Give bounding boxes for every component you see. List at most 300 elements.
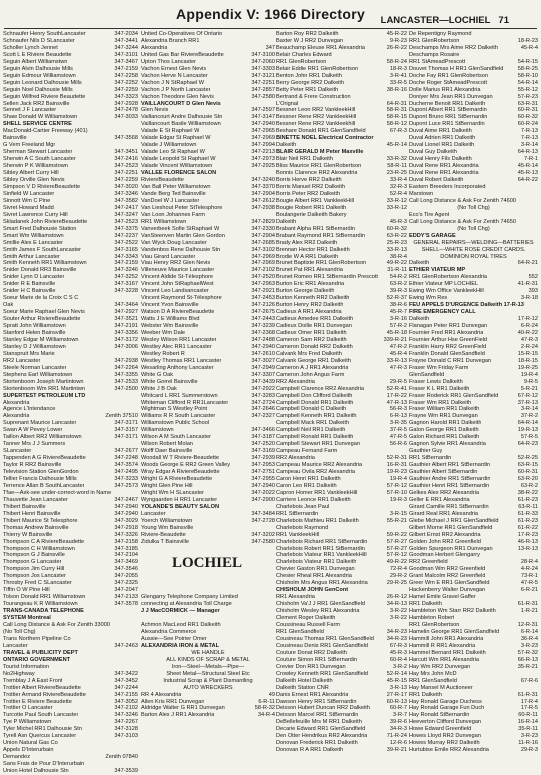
listing-phone: 347-3469 xyxy=(114,559,138,566)
listing-name: Soeur Marie Raphael Glen Nevis xyxy=(3,309,85,316)
listing-name: Campbell Stewart RR1 Dunvegan xyxy=(276,441,360,448)
directory-entry xyxy=(276,719,407,726)
listing-name: RR1 GlenSandfield xyxy=(409,677,457,684)
directory-entry xyxy=(141,448,275,455)
directory-entry xyxy=(276,678,407,685)
listing-name: Burton Kenneth RR2 Dalkeith xyxy=(276,295,350,302)
listing-name: Snider Lynn D Lancaster xyxy=(3,274,65,281)
listing-name: Duval Robert Dalkeith xyxy=(409,177,464,184)
listing-name: Smith Arthur Lancaster xyxy=(3,253,60,260)
listing-name: Franklin Donald GlenSandfield xyxy=(409,350,485,357)
listing-name: Trottier Armand RiviereBeaudette xyxy=(3,691,86,698)
listing-phone: 347-2453 xyxy=(251,295,275,302)
directory-entry xyxy=(276,205,407,212)
listing-phone: 27-R-17 xyxy=(386,691,407,698)
listing-name: Stortenboom Joseph Martintown xyxy=(3,378,84,385)
listing-name: Scholler Lynch Jennet xyxy=(3,44,58,51)
listing-phone: 26-R-22 xyxy=(386,44,407,51)
listing-phone: 3-R-23 xyxy=(520,733,538,740)
listing-name: Thompson C H Williamstown xyxy=(3,545,75,552)
listing-phone: 67-R-12 xyxy=(517,392,538,399)
directory-entry xyxy=(276,483,407,490)
directory-entry xyxy=(409,504,538,511)
listing-phone: 347-3326 xyxy=(114,531,138,538)
listing-name: Hamel Emile Gravel Gaffer xyxy=(409,594,476,601)
listing-name: Thauvette Jean Lancaster xyxy=(3,496,68,503)
listing-name: Howes Lloyd RR2 Dunvegan xyxy=(409,733,481,740)
listing-name: Cousineau Denis RR1 GlenSandfield xyxy=(276,642,369,649)
listing-name: Bessner Rene RR2 Vankleekhill xyxy=(276,121,356,128)
listing-phone: 347-3451 xyxy=(114,149,138,156)
listing-name: Fraser K L RR1 Dalkeith xyxy=(409,385,470,392)
listing-line: Agence L'Intendance xyxy=(3,406,56,413)
listing-phone: 52-R-25 xyxy=(517,455,538,462)
directory-entry xyxy=(276,330,407,337)
directory-entry xyxy=(276,497,407,504)
listing-phone: 347-2520 xyxy=(251,441,275,448)
directory-entry xyxy=(141,518,275,525)
listing-phone: 47-R-5 xyxy=(389,434,407,441)
listing-name: Upton Thos Lancaster xyxy=(141,58,196,65)
listing-phone xyxy=(405,448,407,455)
directory-entry xyxy=(409,52,538,59)
directory-entry xyxy=(3,45,138,52)
listing-name: Caron Leo RR1 Dalkeith xyxy=(276,482,337,489)
spacer xyxy=(141,587,275,594)
listing-heading: VAILLANCOURT D Glen Nevis xyxy=(141,100,221,107)
listing-phone: 347-2244 xyxy=(114,684,138,691)
listing-name: Williamstown xyxy=(141,427,174,434)
directory-entry xyxy=(409,337,538,344)
listing-phone xyxy=(136,295,138,302)
directory-entry xyxy=(276,427,407,434)
listing-name: Vaillancourt Basile Williamstown xyxy=(141,121,221,128)
listing-phone: 64-R-23 xyxy=(517,441,538,448)
directory-entry xyxy=(276,552,407,559)
listing-name: Dalkeith Station CNR xyxy=(276,684,329,691)
listing-name: Demandez xyxy=(3,754,31,761)
listing-name: Beauchamp Eleuse RR1 Alexandria xyxy=(276,44,365,51)
listing-name: Cadieux A RR1 Alexandria xyxy=(276,309,342,316)
listing-line: Call Long Distance & Ask For Zenith 74600 xyxy=(409,197,516,204)
listing-phone: 52-R-41 xyxy=(386,385,407,392)
listing-phone xyxy=(536,448,538,455)
directory-entry xyxy=(141,121,275,128)
listing-phone: 60-R-24 xyxy=(517,121,538,128)
listing-phone xyxy=(136,761,138,768)
listing-name: Allen Kris RR1 Dunvegan xyxy=(141,698,205,705)
listing-name: RR1 Dalkeith xyxy=(409,691,442,698)
listing-name: Chisholm Va'J J RR1 GlenSandfield xyxy=(276,601,365,608)
listing-phone: 347-2965 xyxy=(251,128,275,135)
directory-entry xyxy=(276,219,407,226)
listing-name: Trottier Albert RiviereBeaudette xyxy=(3,684,81,691)
directory-entry xyxy=(276,740,407,747)
listing-phone: 73-R-1 xyxy=(520,573,538,580)
listing-name: Sans Frais de Pour D'Interurbain xyxy=(3,761,85,768)
directory-entry xyxy=(3,351,138,358)
directory-entry xyxy=(409,664,538,671)
listing-name: Vaillancourt Andre Dalhousie Stn xyxy=(141,114,223,121)
directory-entry xyxy=(276,379,407,386)
directory-entry xyxy=(3,483,138,490)
directory-entry xyxy=(409,107,538,114)
listing-phone xyxy=(273,629,275,636)
directory-entry xyxy=(141,393,275,400)
listing-phone xyxy=(405,525,407,532)
listing-phone: 347-3355 xyxy=(114,371,138,378)
listing-name: RR1 GlenRobertson Alexandria xyxy=(409,274,488,281)
listing-name: Dupont Luce RR1 StBernardin xyxy=(409,121,485,128)
header-rule xyxy=(4,28,537,29)
listing-name: Cadieux Amedee RR1 Dalkeith xyxy=(276,316,354,323)
directory-entry xyxy=(409,629,538,636)
listing-name: Aldridge Walter G RR1 Dunvegan xyxy=(141,705,225,712)
directory-entry xyxy=(3,142,138,149)
listing-name: Sinnott Wm C Pine xyxy=(3,197,51,204)
listing-phone: 58-R-32 xyxy=(254,705,275,712)
directory-entry xyxy=(409,406,538,413)
listing-name: Stanspruit Mrs Marie xyxy=(3,350,55,357)
listing-phone: 3-R-23 xyxy=(520,642,538,649)
listing-phone: 393 xyxy=(528,288,538,295)
listing-phone xyxy=(405,622,407,629)
listing-name: Smart Fred Dalhousie Station xyxy=(3,225,77,232)
listing-name: Fraser Wm Friday Farm xyxy=(409,364,469,371)
listing-name: Vachon Theodore Glen Nevis xyxy=(141,93,214,100)
directory-entry xyxy=(141,427,275,434)
listing-name: Tiffin O W Pine Hill xyxy=(3,587,50,594)
listing-name: Valade E St Raphael W xyxy=(141,128,200,135)
listing-phone: 347-3202 xyxy=(251,531,275,538)
listing-name: White J B Oak xyxy=(141,385,177,392)
directory-entry xyxy=(3,685,138,692)
listing-name: Snider R E Bainsville xyxy=(3,281,56,288)
directory-entry xyxy=(276,59,407,66)
directory-entry xyxy=(3,149,138,156)
directory-entry xyxy=(141,476,275,483)
listing-phone: 18-R-3 xyxy=(389,65,407,72)
listing-phone xyxy=(273,525,275,532)
listing-phone: 35-R-11 xyxy=(518,726,538,733)
listing-phone: 347-2938 xyxy=(251,204,275,211)
listing-name: Villeneuve Maurice Lancaster xyxy=(141,267,215,274)
listing-name: Tellier Francis Dalhousie Mills xyxy=(3,476,77,482)
directory-entry xyxy=(3,288,138,295)
listing-phone: 347-3521 xyxy=(114,316,138,323)
directory-entry xyxy=(276,400,407,407)
listing-name: Wesley Wilson RR1 Lancaster xyxy=(141,336,217,343)
listing-phone: 347-2922 xyxy=(251,385,275,392)
listing-name: RR1 GlenRobertson xyxy=(409,622,460,629)
listing-name: Greer Wm E RR1 GlenSandfield xyxy=(409,580,490,587)
directory-entry xyxy=(409,212,538,219)
directory-entry xyxy=(276,156,407,163)
listing-name: Charlebois Jean Paul xyxy=(276,503,330,510)
listing-name: Berry George RR2 Dalkeith xyxy=(276,79,345,86)
listing-phone: 347-2646 xyxy=(251,406,275,413)
listing-phone: 34-R-13 xyxy=(386,601,407,608)
listing-name: Riviere-Beaudette xyxy=(141,531,186,538)
listing-name: Tappenden A G RiviereBeaudette xyxy=(3,455,86,462)
listing-phone: 347-3029 xyxy=(114,517,138,524)
listing-name: Campbell Ronald RR1 Dalkeith xyxy=(276,434,354,441)
directory-entry xyxy=(3,427,138,434)
directory-entry xyxy=(276,733,407,740)
listing-name: Bessner Rene RR2 VankleekHill xyxy=(276,114,357,121)
directory-entry xyxy=(3,254,138,261)
listing-phone: 347-2829 xyxy=(251,218,275,225)
listing-phone xyxy=(273,212,275,219)
listing-name: Vanverbeek Sofie StRaphael W xyxy=(141,225,220,232)
directory-entry xyxy=(141,274,275,281)
listing-name: Crevier Don RR1 Dunvegan xyxy=(276,663,346,670)
listing-phone: 347-3100 xyxy=(251,51,275,58)
listing-phone: 29-R-5 xyxy=(389,378,407,385)
listing-phone: 45-R-22 xyxy=(386,31,407,37)
listing-name: Sivret Lawrence Curry Hill xyxy=(3,211,68,218)
listing-phone: 339-R-21 xyxy=(383,336,407,343)
listing-name: Galon George RR1 Dalkeith xyxy=(409,427,479,434)
listing-phone: 63-R-20 xyxy=(517,476,538,482)
listing-phone: 347-2495 xyxy=(114,469,138,476)
listing-phone: 347-3165 xyxy=(114,246,138,253)
directory-entry xyxy=(409,260,538,267)
directory-entry xyxy=(276,87,407,94)
directory-entry xyxy=(276,260,407,267)
listing-name: Duval Guy Dalkeith xyxy=(409,149,457,156)
listing-name: Sherman Stewart Lancaster xyxy=(3,149,73,156)
directory-entry xyxy=(409,358,538,365)
listing-name: Frayne Wm RR1 Dunvegan xyxy=(409,413,478,420)
listing-phone: 347-3343 xyxy=(114,253,138,260)
listing-phone: 347-2191 xyxy=(114,323,138,330)
listing-phone: 19-R-3 xyxy=(389,496,407,503)
listing-name: Dalkeith xyxy=(276,142,297,149)
listing-name: Brunet Baptiste RR1 GlenRobertson xyxy=(276,260,367,267)
listing-name: Charlebois Richard RR1 StBernardin xyxy=(276,538,368,545)
listing-phone: 34-R-4 xyxy=(257,712,275,719)
listing-phone: 347-3356 xyxy=(114,329,138,336)
listing-name: Oak xyxy=(3,302,14,309)
directory-entry xyxy=(409,94,538,101)
listing-phone: 552 xyxy=(528,274,538,281)
directory-entry xyxy=(276,233,407,240)
listing-name: Chisholm Wesley RR1 Alexandria xyxy=(276,608,360,615)
listing-name: Eastern Breeders Incorporated xyxy=(409,183,486,190)
listing-phone: 347-2523 xyxy=(114,218,138,225)
directory-entry xyxy=(276,615,407,622)
directory-entry xyxy=(141,705,275,712)
directory-entry xyxy=(276,580,407,587)
directory-entry xyxy=(276,31,407,38)
directory-entry xyxy=(276,107,407,114)
directory-entry xyxy=(276,448,407,455)
directory-entry xyxy=(3,337,138,344)
listing-name: Gauthier Guy xyxy=(409,448,443,455)
listing-phone: 3-R-41 xyxy=(389,72,407,79)
listing-phone: 60-R-32 xyxy=(386,225,407,232)
directory-entry xyxy=(409,615,538,622)
directory-entry xyxy=(141,295,275,302)
directory-entry xyxy=(276,594,407,601)
listing-phone: 347-3240 xyxy=(251,177,275,184)
listing-phone: 12-R-6 xyxy=(389,740,407,747)
directory-entry xyxy=(276,281,407,288)
listing-name: Brunet Romeo RR1 StBernardin Prescott xyxy=(276,274,378,281)
directory-entry xyxy=(3,594,138,601)
directory-entry xyxy=(141,94,275,101)
listing-phone: 347-2573 xyxy=(114,482,138,489)
directory-entry xyxy=(3,184,138,191)
listing-phone: 45-R-15 xyxy=(386,677,407,684)
listing-heading: J J MacCORMICK — Manager xyxy=(141,608,220,615)
spacer xyxy=(141,573,275,580)
listing-phone: 45-R-18 xyxy=(386,329,407,336)
listing-name: Souter Arthur RiviereBeaudette xyxy=(3,316,81,323)
listing-heading: ONTARIO GOVERNMENT xyxy=(3,656,71,663)
listing-name: Eco's Tire Agent xyxy=(409,211,450,218)
listing-phone: 72-R-4 xyxy=(389,566,407,573)
listing-name: Heeverton Clifford Dunvegan xyxy=(409,719,482,726)
listing-phone: 57-R-12 xyxy=(386,552,407,559)
listing-phone: 347-2940 xyxy=(251,482,275,489)
directory-entry xyxy=(409,393,538,400)
directory-entry xyxy=(409,552,538,559)
listing-phone: 347-3439 xyxy=(251,378,275,385)
directory-entry xyxy=(276,747,407,754)
listing-phone: 347-3052 xyxy=(114,698,138,705)
directory-entry xyxy=(3,233,138,240)
listing-phone: 347-3187 xyxy=(251,434,275,441)
directory-entry xyxy=(3,309,138,316)
listing-name: Tanner Mrs J J Summers xyxy=(3,441,66,448)
listing-phone: 347-2724 xyxy=(251,399,275,406)
directory-entry xyxy=(409,685,538,692)
directory-entry xyxy=(141,45,275,52)
directory-entry xyxy=(276,518,407,525)
listing-heading: BINETTE NOEL Electrical Contractor xyxy=(276,135,374,142)
listing-phone: 19-R-4 xyxy=(389,476,407,482)
listing-phone: 347-2940 xyxy=(251,343,275,350)
listing-phone: 54-R-14 xyxy=(517,79,538,86)
listing-phone: 28-R-4 xyxy=(520,559,538,566)
listing-phone: 3-R-13 xyxy=(389,684,407,691)
listing-phone: 347-2994 xyxy=(251,142,275,149)
listing-line: AUTO WRECKERS xyxy=(183,684,233,691)
listing-phone: 61-R-23 xyxy=(517,517,538,524)
listing-name: Thompson C A RiviereBeaudette xyxy=(3,538,85,545)
listing-phone: 60-R-7 xyxy=(389,705,407,712)
listing-heading: SUPERTEST PETROLEUM LTD xyxy=(3,392,86,399)
listing-name: Trottier O Lancaster xyxy=(3,705,53,712)
listing-phone: 347-2728 xyxy=(251,517,275,524)
listing-phone: 5-R-21 xyxy=(520,385,538,392)
directory-entry xyxy=(409,594,538,601)
listing-phone: 18-R-15 xyxy=(517,357,538,364)
directory-entry xyxy=(141,52,275,59)
directory-entry xyxy=(409,66,538,73)
listing-phone: 347-2159 xyxy=(114,260,138,267)
listing-name: GlenSandfield xyxy=(409,371,445,378)
listing-phone: 347-2580 xyxy=(251,93,275,100)
directory-entry xyxy=(276,705,407,712)
listing-phone: 347-3346 xyxy=(114,190,138,197)
listing-phone: 47-R-5 xyxy=(520,580,538,587)
listing-phone: 17-R-23 xyxy=(517,531,538,538)
listing-name: Thierry W Bainsville xyxy=(3,531,53,538)
directory-entry xyxy=(409,587,538,594)
directory-entry xyxy=(409,128,538,135)
listing-phone: 26-R-12 xyxy=(386,594,407,601)
listing-name: Bertrand & Frere Construction xyxy=(276,93,351,100)
directory-entry xyxy=(3,733,138,740)
listing-phone: 17-R-5 xyxy=(520,705,538,712)
listing-name: Alexandria xyxy=(3,413,30,420)
directory-entry xyxy=(3,525,138,532)
directory-entry xyxy=(141,233,275,240)
listing-name: Campeau Maurice RR2 Alexandria xyxy=(276,462,363,469)
listing-name: Duval Aime RR1 Dalkeith xyxy=(409,128,472,135)
listing-phone: 347-3375 xyxy=(114,225,138,232)
directory-entry xyxy=(276,247,407,254)
directory-entry xyxy=(409,518,538,525)
listing-name: Wray Edgar A RiviereBeaudette xyxy=(141,469,220,476)
directory-entry xyxy=(409,740,538,747)
listing-phone: 347-3370 xyxy=(251,183,275,190)
directory-entry xyxy=(409,692,538,699)
directory-entry xyxy=(141,629,275,636)
listing-phone: 32-R-3 xyxy=(389,183,407,190)
listing-name: Duval Rene RR1 Alexandria xyxy=(409,170,479,177)
listing-name: Hamelin George RR1 GlenSandfield xyxy=(409,628,500,635)
directory-entry xyxy=(3,462,138,469)
listing-phone: 57-R-27 xyxy=(386,545,407,552)
listing-phone: 347-2751 xyxy=(251,469,275,476)
listing-name: Cadieux Omer RR1 Dalkeith xyxy=(276,329,347,336)
listing-name: Charlebois Raymond xyxy=(276,524,329,531)
listing-phone: 37-R-2 xyxy=(520,413,538,420)
listing-name: RR1 StBernardin xyxy=(409,455,452,462)
listing-name: Smith Kenneth RR1 Williamstown xyxy=(3,260,87,267)
directory-entry xyxy=(276,434,407,441)
listing-phone: 13-R-13 xyxy=(517,545,538,552)
listing-name: Belair Charles Edward xyxy=(276,51,332,58)
listing-phone: 347-3228 xyxy=(114,288,138,295)
directory-entry xyxy=(3,678,138,685)
listing-name: Watts J E Williams Blvd xyxy=(141,316,200,323)
directory-entry xyxy=(276,212,407,219)
directory-entry xyxy=(141,142,275,149)
listing-name: Valade Leopold St Raphael W xyxy=(141,156,216,163)
directory-entry xyxy=(141,163,275,170)
listing-name: Bliss Maurice RR1 GlenRobertson xyxy=(276,163,362,170)
directory-entry xyxy=(3,302,138,309)
listing-phone: 63-R-2 xyxy=(389,281,407,288)
directory-entry xyxy=(409,608,538,615)
directory-column-4 xyxy=(409,31,538,754)
directory-entry xyxy=(276,365,407,372)
listing-name: Fraser Wm RR1 Dalkeith xyxy=(409,399,472,406)
listing-phone: 347-3102 xyxy=(251,246,275,253)
listing-name: Fraser William RR1 Dalkeith xyxy=(409,406,480,413)
listing-heading: SHELL SERVICE CENTRE xyxy=(3,121,72,128)
directory-entry xyxy=(3,490,138,497)
listing-phone: 7-R-13 xyxy=(520,135,538,142)
listing-name: Trans Northern Pipeline Co xyxy=(3,635,71,642)
listing-name: Howes Murray RR2 Dalkeith xyxy=(409,740,480,747)
directory-entry xyxy=(141,351,275,358)
